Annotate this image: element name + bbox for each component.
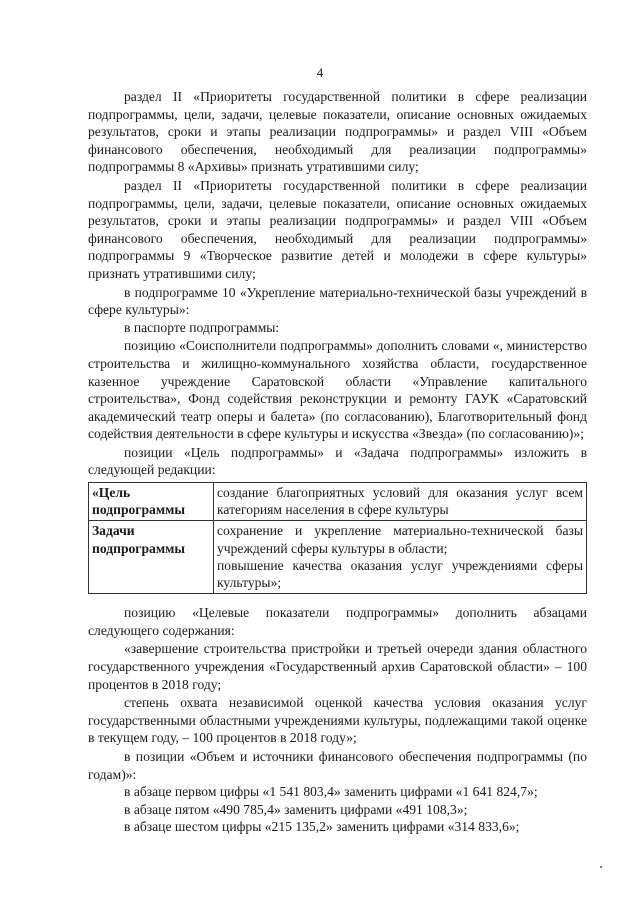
paragraph-subprogram-10-intro: в подпрограмме 10 «Укрепление материально-технической базы учреждений в сфере культуры»:: [88, 284, 587, 318]
paragraph-passport-intro: в паспорте подпрограммы:: [124, 319, 280, 335]
paragraph-goal-task-intro: позиции «Цель подпрограммы» и «Задача подпрограммы» изложить в следующей редакции:: [88, 444, 587, 478]
paragraph-funding-sixth-abzac: в абзаце шестом цифры «215 135,2» заменить цифрами «314 833,6»;: [124, 819, 520, 835]
table-cell-tasks-label: Задачи подпрограммы: [89, 521, 214, 594]
paragraph-funding-first-abzac: в абзаце первом цифры «1 541 803,4» заменить цифрами «1 641 824,7»;: [124, 784, 538, 800]
paragraph-funding-position-intro: в позиции «Объем и источники финансового обеспечения подпрограммы (по годам)»:: [88, 749, 587, 782]
table-cell-goal-label: «Цель подпрограммы: [89, 483, 214, 521]
table-row: [89, 521, 587, 594]
paragraph-target-indicators-intro: позицию «Целевые показатели подпрограммы» дополнить абзацами следующего содержания:: [88, 605, 587, 638]
table-cell-goal-text: [214, 483, 587, 521]
paragraph-indicator-archive-construction: «завершение строительства пристройки и третьей очереди здания областного государственного учреждения «Государственный архив Саратовской области» – 100 процентов в 2018 году;: [88, 641, 587, 692]
table-cell-tasks-text: [214, 521, 587, 594]
table-cell-line: создание благоприятных условий для оказания услуг всем категориям населения в сфере культуры: [217, 485, 583, 518]
paragraph-repeal-section-2-subprogram-9: раздел II «Приоритеты государственной политики в сфере реализации подпрограммы, цели, задачи, целевые показатели, описание основных ожидаемых результатов, сроки и этапы реализации подпрограммы» и раздел VIII «Объем финансового обеспечения, необходимый для реализации подпрограммы» подпрограммы 9 «Творческое развитие детей и молодежи в сфере культуры» признать утратившими силу;: [88, 177, 587, 281]
table-cell-line: повышение качества оказания услуг учреждениями сферы культуры»;: [217, 557, 583, 591]
scan-speck: [600, 866, 602, 868]
table-cell-line: сохранение и укрепление материально-технической базы учреждений сферы культуры в области;: [217, 523, 583, 556]
paragraph-co-executors: позицию «Соисполнители подпрограммы» дополнить словами «, министерство строительства и жилищно-коммунального хозяйства области, государственное казенное учреждение Саратовской области «Управление капитального строительства», Фонд содействия реконструкции и ремонту ГАУК «Саратовский академический театр оперы и балета» (по согласованию), Благотворительный фонд содействия деятельности в сфере культуры и искусства «Звезда» (по согласованию)»;: [88, 338, 587, 442]
paragraph-repeal-section-2-subprogram-8: раздел II «Приоритеты государственной политики в сфере реализации подпрограммы, цели, задачи, целевые показатели, описание основных ожидаемых результатов, сроки и этапы реализации подпрограммы» и раздел VIII «Объем финансового обеспечения, необходимый для реализации подпрограммы» подпрограммы 8 «Архивы» признать утратившими силу;: [88, 89, 587, 175]
document-body: [88, 88, 587, 836]
page-number: 4: [316, 65, 324, 80]
table-row: [89, 483, 587, 521]
paragraph-indicator-quality-assessment: степень охвата независимой оценкой качества условия оказания услуг государственными областными учреждениями культуры, подлежащими такой оценке в текущем году, – 100 процентов в 2018 году»;: [88, 695, 587, 746]
paragraph-funding-fifth-abzac: в абзаце пятом «490 785,4» заменить цифрами «491 108,3»;: [124, 801, 468, 817]
goal-task-table: [88, 482, 587, 594]
